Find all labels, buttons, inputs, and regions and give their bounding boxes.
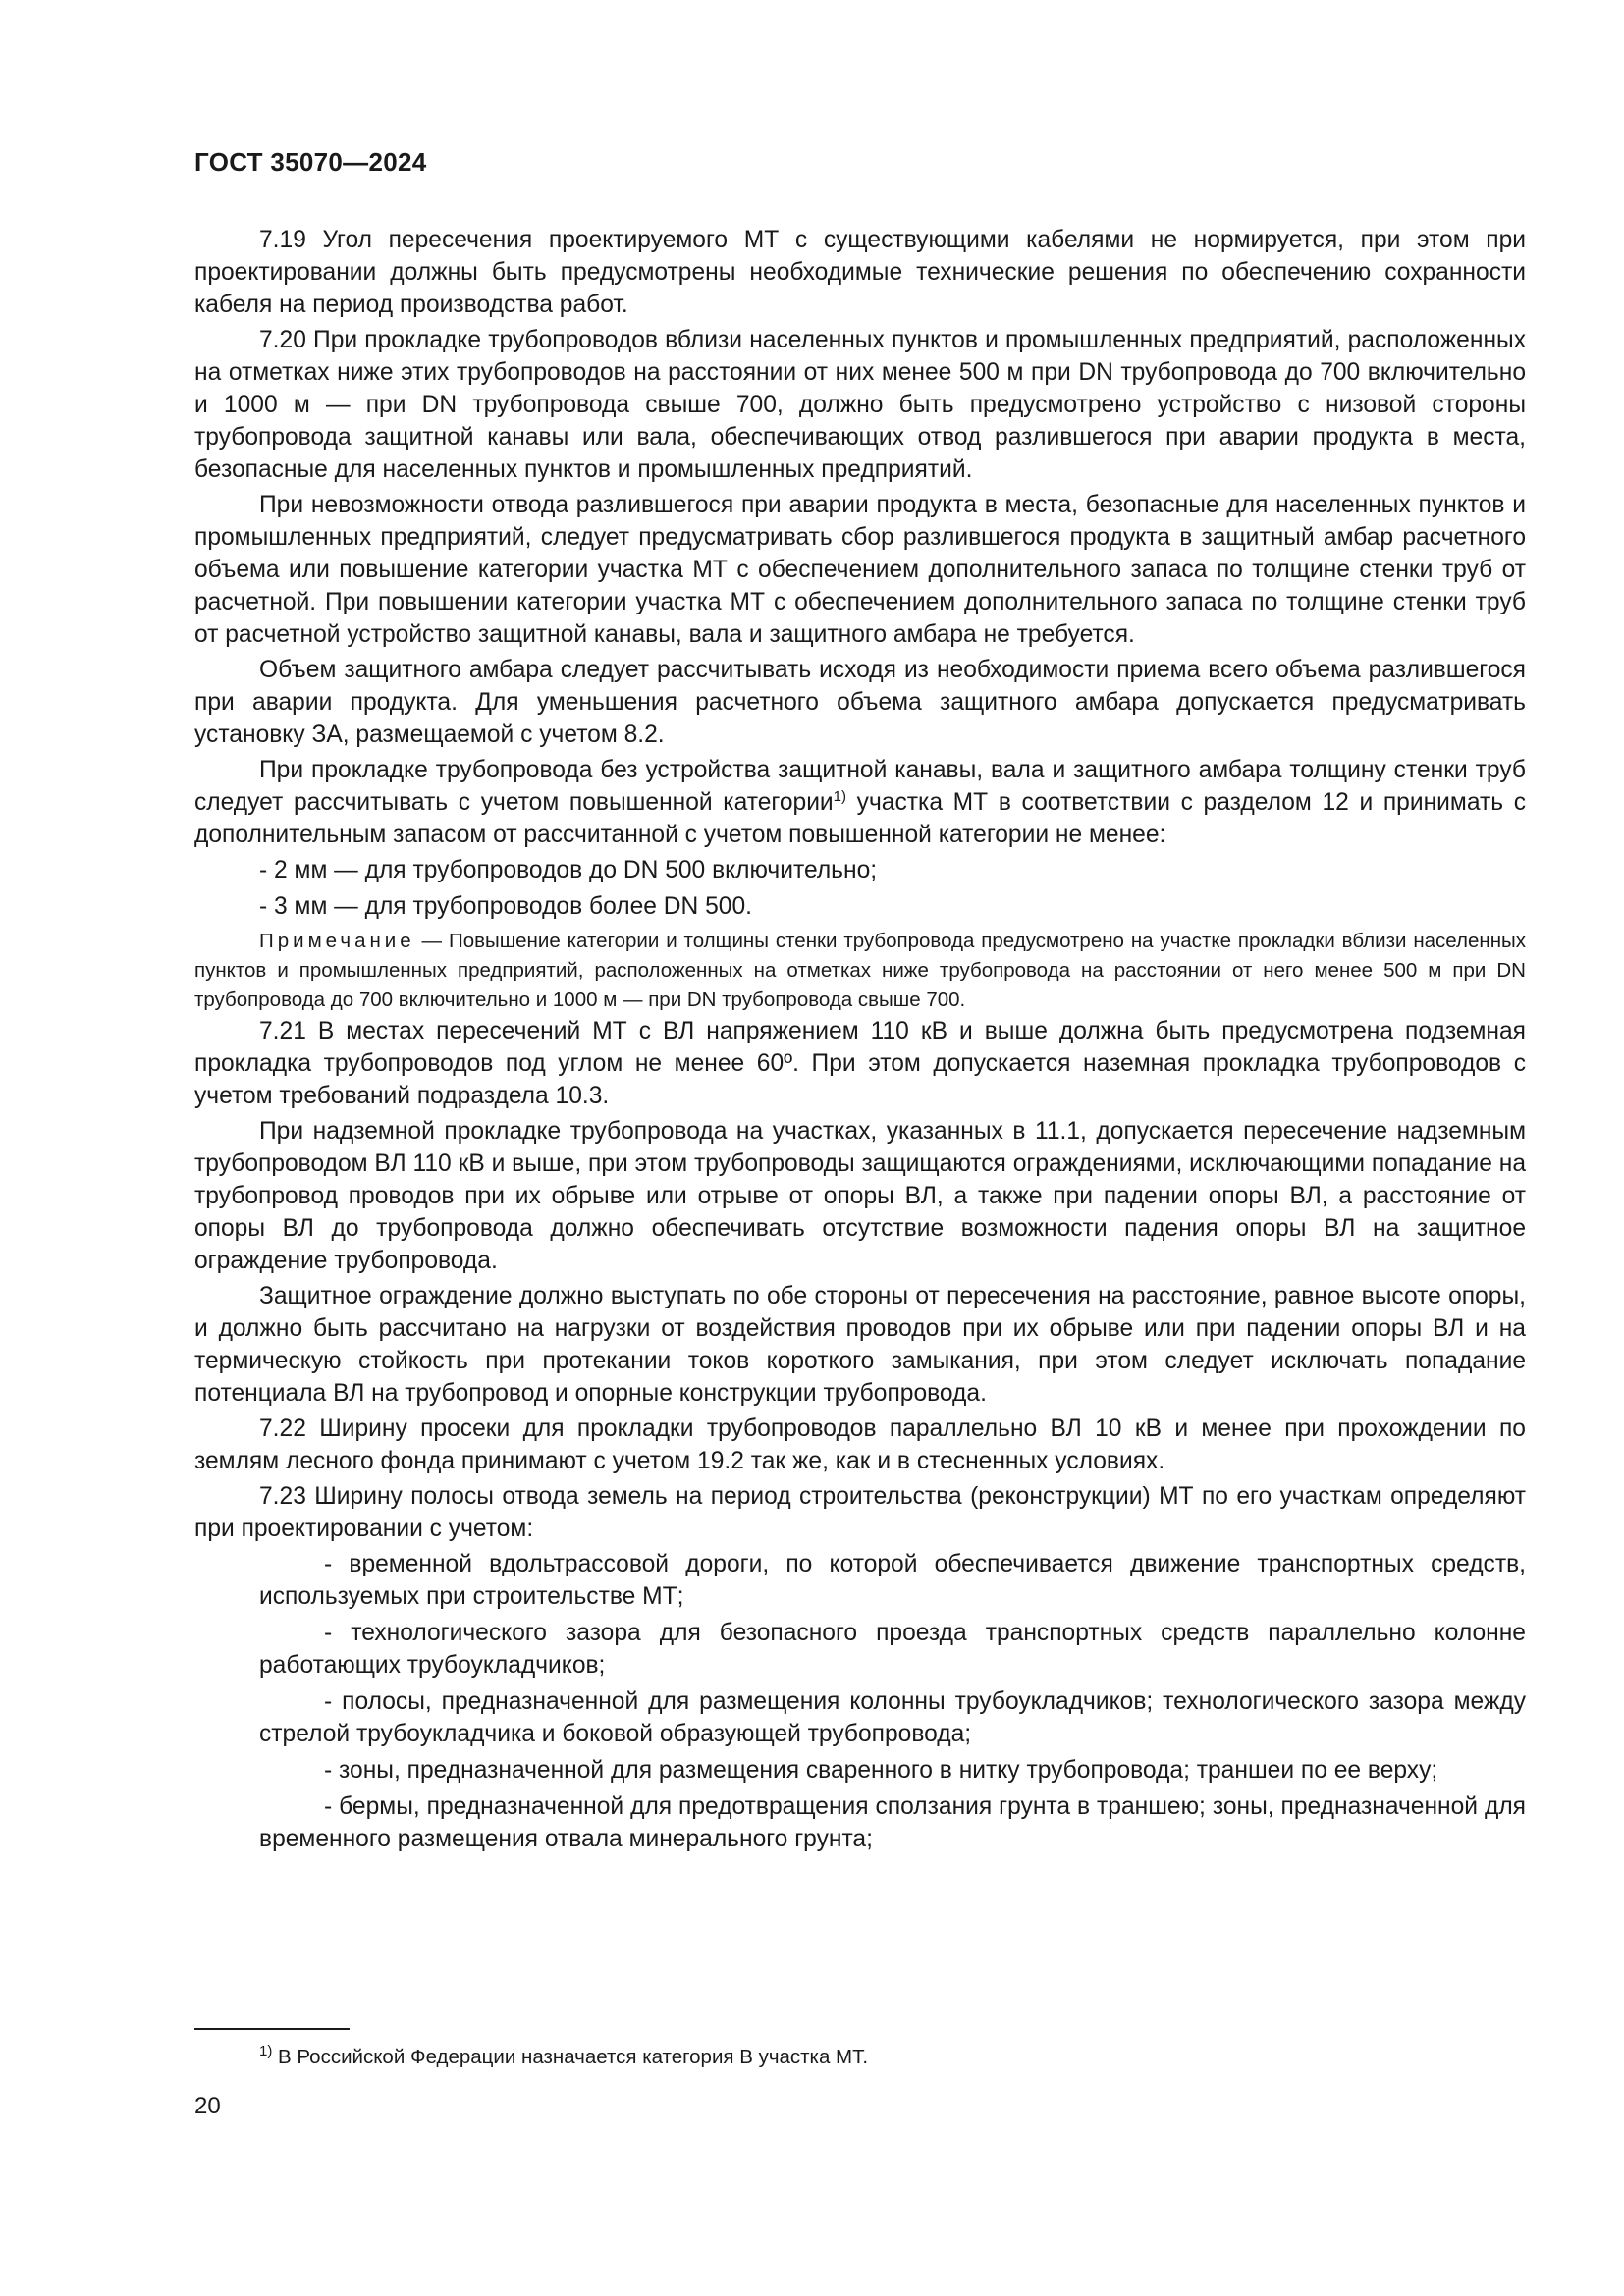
note-text: — Повышение категории и толщины стенки трубопровода предусмотрено на участке прокладки вблизи населенных пунктов и промышленных предприятий, расположенных на отметках ниже трубопровода на расстоянии от него менее 500 м при DN трубопровода до 700 включительно и 1000 м — при DN трубопровода свыше 700. <box>194 930 1526 1011</box>
footnote-text: В Российской Федерации назначается категория В участка МТ. <box>272 2046 869 2068</box>
paragraph-7-21-overhead: При надземной прокладке трубопровода на участках, указанных в 11.1, допускается пересечение надземным трубопроводом ВЛ 110 кВ и выше, при этом трубопроводы защищаются ограждениями, исключающими попадание на трубопровод проводов при их обрыве или отрыве от опоры ВЛ, а также при падении опоры ВЛ, а расстояние от опоры ВЛ до трубопровода должно обеспечивать отсутствие возможности падения опоры ВЛ на защитное ограждение трубопровода. <box>194 1118 1526 1274</box>
paragraph-7-20: 7.20 При прокладке трубопроводов вблизи населенных пунктов и промышленных предприятий, расположенных на отметках ниже этих трубопроводов на расстоянии от них менее 500 м при DN трубопровода до 700 включительно и 1000 м — при DN трубопровода свыше 700, должно быть предусмотрено устройство с низовой стороны трубопровода защитной канавы или вала, обеспечивающих отвод разлившегося при аварии продукта в места, безопасные для населенных пунктов и промышленных предприятий. <box>194 327 1526 483</box>
paragraph-7-20-barn-volume: Объем защитного амбара следует рассчитывать исходя из необходимости приема всего объема разлившегося при аварии продукта. Для уменьшения расчетного объема защитного амбара допускается предусматривать установку ЗА, размещаемой с учетом 8.2. <box>194 657 1526 748</box>
paragraph-7-21-fence: Защитное ограждение должно выступать по обе стороны от пересечения на расстояние, равное высоте опоры, и должно быть рассчитано на нагрузки от воздействия проводов при их обрыве или при падении опоры ВЛ и на термическую стойкость при протекании токов короткого замыкания, при этом следует исключать попадание потенциала ВЛ на трубопровод и опорные конструкции трубопровода. <box>194 1283 1526 1407</box>
document-header: ГОСТ 35070—2024 <box>194 147 427 177</box>
list-item: - бермы, предназначенной для предотвращения сползания грунта в траншею; зоны, предназначенной для временного размещения отвала минерального грунта; <box>259 1793 1526 1852</box>
list-item: - зоны, предназначенной для размещения сваренного в нитку трубопровода; траншеи по ее верху; <box>324 1757 1438 1784</box>
list-item: - полосы, предназначенной для размещения колонны трубоукладчиков; технологического зазора между стрелой трубоукладчика и боковой образующей трубопровода; <box>259 1688 1526 1747</box>
paragraph-7-20-wall-thickness <box>194 754 1526 851</box>
footnote-separator <box>194 2028 350 2030</box>
document-body <box>194 224 1526 1859</box>
paragraph-7-23: 7.23 Ширину полосы отвода земель на период строительства (реконструкции) МТ по его участкам определяют при проектировании с учетом: <box>194 1483 1526 1542</box>
paragraph-text: участка МТ в соответствии с разделом 12 и принимать с дополнительным запасом от рассчитанной с учетом повышенной категории не менее: <box>194 789 1526 848</box>
paragraph-text: При прокладке трубопровода без устройства защитной канавы, вала и защитного амбара толщину стенки труб следует рассчитывать с учетом повышенной категории <box>194 757 1526 816</box>
paragraph-7-20-impossibility: При невозможности отвода разлившегося при аварии продукта в места, безопасные для населенных пунктов и промышленных предприятий, следует предусматривать сбор разлившегося продукта в защитный амбар расчетного объема или повышение категории участка МТ с обеспечением дополнительного запаса по толщине стенки труб от расчетной. При повышении категории участка МТ с обеспечением дополнительного запаса по толщине стенки труб от расчетной устройство защитной канавы, вала и защитного амбара не требуется. <box>194 492 1526 648</box>
list-item: - технологического зазора для безопасного проезда транспортных средств параллельно колонне работающих трубоукладчиков; <box>259 1620 1526 1679</box>
list-item: - 3 мм — для трубопроводов более DN 500. <box>259 893 752 920</box>
footnote-marker: 1) <box>259 2043 273 2060</box>
paragraph-7-19: 7.19 Угол пересечения проектируемого МТ с существующими кабелями не нормируется, при этом при проектировании должны быть предусмотрены необходимые технические решения по обеспечению сохранности кабеля на период производства работ. <box>194 227 1526 318</box>
note-block <box>194 927 1526 1015</box>
footnote-ref: 1) <box>833 787 847 805</box>
note-label: Примечание <box>259 930 415 952</box>
paragraph-7-21: 7.21 В местах пересечений МТ с ВЛ напряжением 110 кВ и выше должна быть предусмотрена подземная прокладка трубопроводов под углом не менее 60º. При этом допускается наземная прокладка трубопроводов с учетом требований подраздела 10.3. <box>194 1018 1526 1109</box>
list-item: - временной вдольтрассовой дороги, по которой обеспечивается движение транспортных средств, используемых при строительстве МТ; <box>259 1551 1526 1610</box>
page-number: 20 <box>194 2093 221 2119</box>
list-item: - 2 мм — для трубопроводов до DN 500 включительно; <box>259 857 878 883</box>
footnote <box>259 2044 868 2071</box>
paragraph-7-22: 7.22 Ширину просеки для прокладки трубопроводов параллельно ВЛ 10 кВ и менее при прохождении по землям лесного фонда принимают с учетом 19.2 так же, как и в стесненных условиях. <box>194 1415 1526 1474</box>
